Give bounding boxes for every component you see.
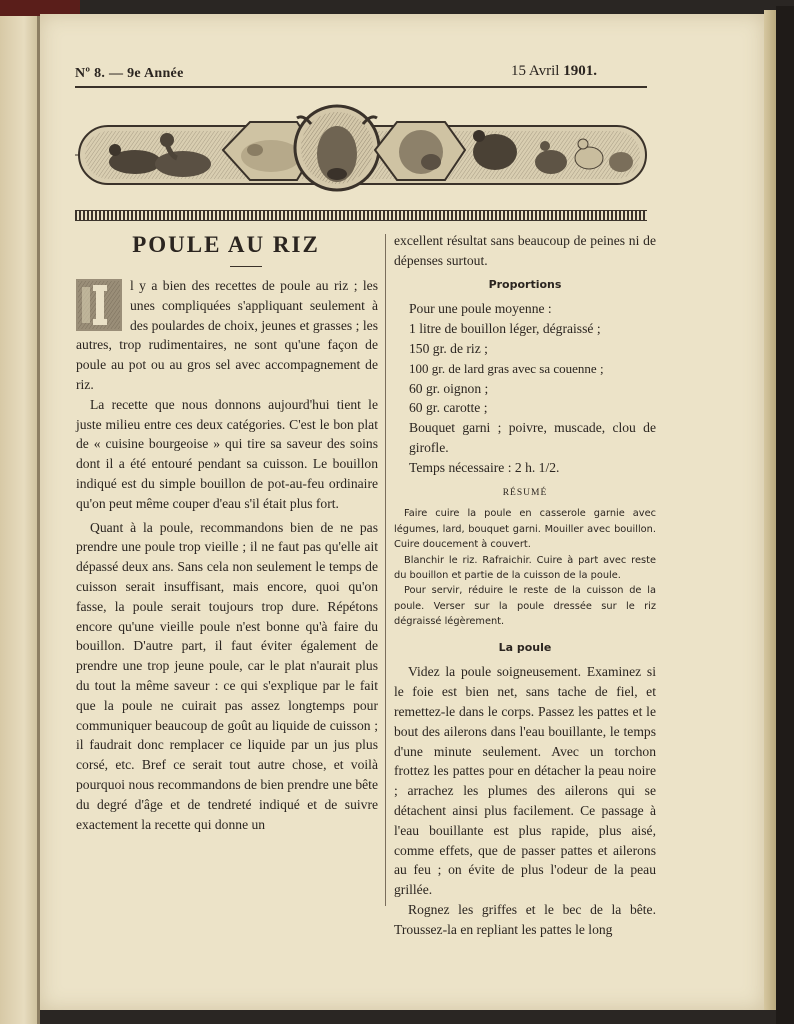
la-poule-paragraph-1: Videz la poule soigneusement. Examinez si le foie est bien net, sans tache de fiel, et remettez-le dans le corps. Passez les pattes et le bout des ailerons dans l'eau bouillante, le temps d'une minute seulement. Avec un torchon frottez les pattes pour en détacher la peau noire ; arrachez les plumes des ailerons qui se détachent ainsi plus facilement. Ce passage à l'eau bouillante est plus rapide, plus aisé, comme effets, que de passer pattes et ailerons au feu ; on évite de plus l'odeur de la peau grillée. — [394, 664, 656, 898]
title-rule — [230, 266, 262, 267]
article-title: POULE AU RIZ — [132, 232, 320, 257]
ingredients-list — [394, 299, 656, 477]
resume-heading: RÉSUMÉ — [502, 487, 548, 498]
ornamental-band — [75, 210, 647, 221]
ingredient-item: 150 gr. de riz ; — [409, 340, 488, 356]
la-poule-heading: La poule — [498, 640, 552, 654]
ingredient-item: 100 gr. de lard gras avec sa couenne ; — [409, 360, 604, 376]
ingredient-item: 60 gr. oignon ; — [409, 380, 489, 396]
right-column — [394, 231, 656, 940]
resume-step: Faire cuire la poule en casserole garnie avec légumes, lard, bouquet garni. Mouiller avec bouillon. Cuire doucement à couvert. — [394, 508, 656, 551]
ingredient-item: 1 litre de bouillon léger, dégraissé ; — [409, 321, 601, 337]
proportions-heading: Proportions — [488, 277, 562, 291]
resume-block — [394, 506, 656, 629]
left-column — [76, 276, 378, 834]
scan-background — [776, 6, 794, 1024]
issue-date-day: 15 Avril — [511, 63, 560, 79]
issue-date-year: 1901. — [563, 63, 597, 79]
intro-paragraph: l y a bien des recettes de poule au riz ; les unes compliquées s'appliquant seulement à des poulardes de choix, jeunes et grasses ; les autres, trop rudimentaires, ne sont qu'une façon de poule au pot ou au gros sel avec accompagnement de riz. — [76, 278, 378, 392]
ingredient-item: Bouquet garni ; poivre, muscade, clou de girofle. — [409, 420, 656, 455]
paragraph-3-continued: excellent résultat sans beaucoup de peines ni de dépenses surtout. — [394, 233, 656, 268]
cooking-time: Temps nécessaire : 2 h. 1/2. — [409, 459, 560, 475]
ingredient-item: 60 gr. carotte ; — [409, 400, 488, 416]
ingredient-item: Pour une poule moyenne : — [409, 301, 552, 317]
resume-step: Pour servir, réduire le reste de la cuisson de la poule. Verser sur la poule dressée sur le riz dégraissé légèrement. — [394, 585, 656, 628]
dropcap-illustration — [76, 279, 122, 331]
dropcap-letter — [76, 279, 122, 331]
issue-date — [511, 63, 597, 80]
farm-animals-banner — [75, 100, 650, 200]
paragraph-2: La recette que nous donnons aujourd'hui tient le juste milieu entre ces deux catégories. C'est le bon plat de « cuisine bourgeoise » qui tire sa saveur des soins dont il a été entouré pendant sa cuisson. Le bouillon indiqué est du simple bouillon de pot-au-feu ordinaire qu'on peut même couper d'eau s'il était plus fort. — [76, 396, 378, 511]
facing-page-edge — [0, 0, 40, 1024]
banner-illustration — [75, 100, 650, 200]
header-rule — [75, 86, 647, 88]
resume-step: Blanchir le riz. Rafraichir. Cuire à part avec reste du bouillon et partie de la cuisson de la poule. — [394, 554, 656, 581]
column-divider — [385, 234, 386, 906]
page-stack-edge — [764, 10, 776, 1010]
la-poule-paragraph-2: Rognez les griffes et le bec de la bête. Troussez-la en repliant les pattes le long — [394, 901, 656, 937]
paragraph-3: Quant à la poule, recommandons bien de ne pas prendre une poule trop vieille ; il ne faut pas qu'elle ait dépassé deux ans. Sans cela non seulement le temps de cuisson serait insuffisant, mais encore, quoi qu'on fasse, la poule serait toujours trop dure. Répétons encore qu'une vieille poule n'est bonne qu'à faire du bouillon. D'autre part, il faut éviter également de prendre une trop jeune poule, car le plat n'aurait plus du tout la même saveur : ce qui s'explique par le fait que la poule ne cuirait pas assez longtemps pour communiquer beaucoup de goût au liquide de cuisson ; il faudrait donc remplacer ce liquide par un jus plus corsé, etc. Bref ce serait tout autre chose, et voilà pourquoi nous recommandons de bien prendre une bête du degré d'âge et de tendreté indiqué et de suivre exactement la recette qui donne un — [76, 519, 378, 832]
issue-number: Nº 8. — 9e Année — [75, 66, 184, 81]
